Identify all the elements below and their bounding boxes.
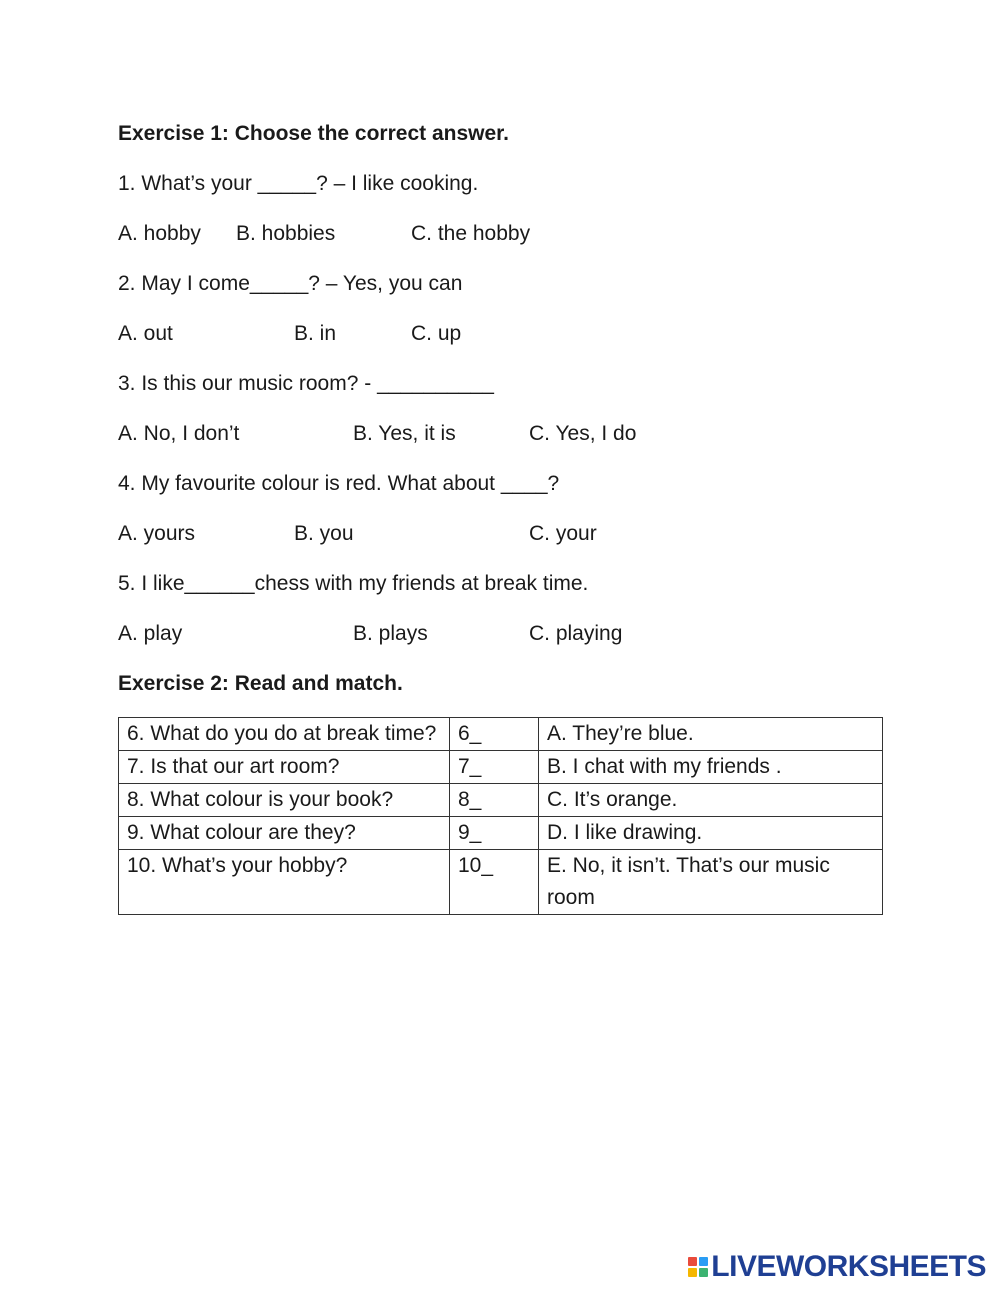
match-blank[interactable]: 6_ — [450, 718, 539, 751]
q5-option-a: A. play — [118, 622, 183, 645]
match-question: 9. What colour are they? — [119, 817, 450, 850]
question-5: 5. I like______chess with my friends at break time. — [118, 572, 589, 595]
match-question: 10. What’s your hobby? — [119, 850, 450, 915]
match-blank[interactable]: 7_ — [450, 751, 539, 784]
match-answer: E. No, it isn’t. That’s our music room — [539, 850, 883, 915]
q1-option-b: B. hobbies — [236, 222, 336, 245]
logo-tile — [688, 1257, 697, 1266]
table-row — [119, 850, 883, 915]
q2-option-b: B. in — [294, 322, 337, 345]
logo-tile — [699, 1268, 708, 1277]
q4-option-c: C. your — [529, 522, 597, 545]
q3-option-b: B. Yes, it is — [353, 422, 456, 445]
q3-option-c: C. Yes, I do — [529, 422, 637, 445]
question-3: 3. Is this our music room? - __________ — [118, 372, 494, 395]
match-blank[interactable]: 10_ — [450, 850, 539, 915]
q5-option-c: C. playing — [529, 622, 623, 645]
match-blank[interactable]: 8_ — [450, 784, 539, 817]
question-4: 4. My favourite colour is red. What about ____? — [118, 472, 560, 495]
liveworksheets-logo[interactable] — [688, 1250, 986, 1284]
table-row — [119, 751, 883, 784]
q1-option-c: C. the hobby — [411, 222, 531, 245]
match-answer: A. They’re blue. — [539, 718, 883, 751]
q1-option-a: A. hobby — [118, 222, 201, 245]
q4-option-b: B. you — [294, 522, 354, 545]
match-question: 8. What colour is your book? — [119, 784, 450, 817]
q2-option-a: A. out — [118, 322, 173, 345]
table-row — [119, 784, 883, 817]
q3-option-a: A. No, I don’t — [118, 422, 240, 445]
match-answer: D. I like drawing. — [539, 817, 883, 850]
q2-option-c: C. up — [411, 322, 462, 345]
liveworksheets-logo-icon — [688, 1257, 708, 1277]
match-answer: B. I chat with my friends . — [539, 751, 883, 784]
logo-text: LIVEWORKSHEETS — [711, 1250, 986, 1283]
match-question: 7. Is that our art room? — [119, 751, 450, 784]
question-2: 2. May I come_____? – Yes, you can — [118, 272, 463, 295]
question-1: 1. What’s your _____? – I like cooking. — [118, 172, 479, 195]
exercise2-heading: Exercise 2: Read and match. — [118, 672, 403, 695]
logo-tile — [688, 1268, 697, 1277]
q5-option-b: B. plays — [353, 622, 428, 645]
q4-option-a: A. yours — [118, 522, 196, 545]
match-blank[interactable]: 9_ — [450, 817, 539, 850]
match-answer: C. It’s orange. — [539, 784, 883, 817]
match-question: 6. What do you do at break time? — [119, 718, 450, 751]
logo-tile — [699, 1257, 708, 1266]
matching-table — [118, 717, 883, 915]
table-row — [119, 718, 883, 751]
exercise1-heading: Exercise 1: Choose the correct answer. — [118, 122, 510, 145]
table-row — [119, 817, 883, 850]
